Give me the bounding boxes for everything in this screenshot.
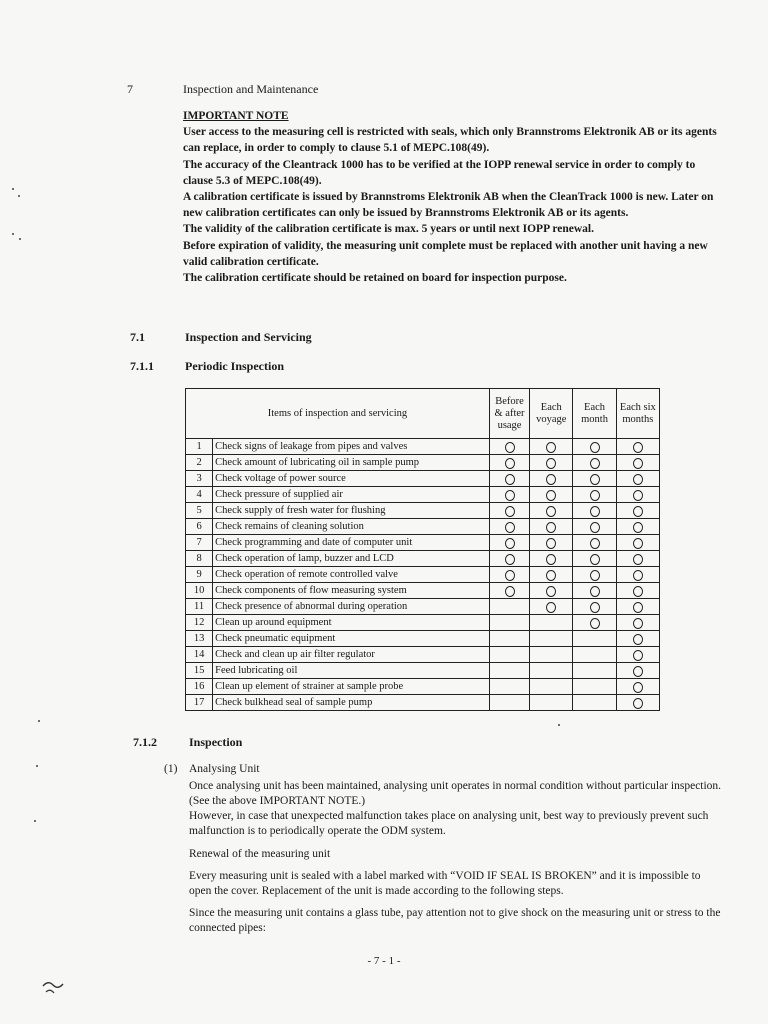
row-item-text: Check supply of fresh water for flushing [213,503,490,519]
mark-cell [616,535,659,551]
mark-cell [530,647,573,663]
table-row [186,631,660,647]
circle-mark-icon [546,458,556,469]
row-item-text: Clean up around equipment [213,615,490,631]
circle-mark-icon [546,570,556,581]
analysing-paragraph-2: However, in case that unexpected malfunction takes place on analysing unit, best way to previously prevent such malfunction is to periodically operate the ODM system. [189,810,709,837]
table-row [186,663,660,679]
row-item-text: Check components of flow measuring system [213,583,490,599]
circle-mark-icon [505,442,515,453]
circle-mark-icon [590,522,600,533]
circle-mark-icon [590,490,600,501]
table-row [186,503,660,519]
mark-cell [616,631,659,647]
row-number: 12 [186,615,213,631]
mark-cell [573,567,616,583]
mark-cell [573,647,616,663]
circle-mark-icon [505,570,515,581]
analysing-unit-label: (1) [164,763,178,775]
circle-mark-icon [590,618,600,629]
mark-cell [616,567,659,583]
circle-mark-icon [633,682,643,693]
scan-speck [19,238,21,240]
circle-mark-icon [590,602,600,613]
mark-cell [573,663,616,679]
table-row [186,599,660,615]
mark-cell [573,583,616,599]
scan-speck [12,188,14,190]
circle-mark-icon [633,538,643,549]
mark-cell [616,663,659,679]
mark-cell [530,631,573,647]
circle-mark-icon [546,586,556,597]
circle-mark-icon [546,602,556,613]
mark-cell [489,503,529,519]
table-body [186,439,660,711]
row-item-text: Check and clean up air filter regulator [213,647,490,663]
row-number: 13 [186,631,213,647]
analysing-paragraph-4: Since the measuring unit contains a glass tube, pay attention not to give shock on the measuring unit or stress to the connected pipes: [189,907,721,934]
row-item-text: Check operation of lamp, buzzer and LCD [213,551,490,567]
row-item-text: Check bulkhead seal of sample pump [213,695,490,711]
circle-mark-icon [633,570,643,581]
circle-mark-icon [590,458,600,469]
mark-cell [489,439,529,455]
circle-mark-icon [505,490,515,501]
row-number: 6 [186,519,213,535]
circle-mark-icon [505,506,515,517]
circle-mark-icon [633,618,643,629]
table-row [186,695,660,711]
mark-cell [616,455,659,471]
important-note-line: The calibration certificate should be retained on board for inspection purpose. [183,272,567,285]
circle-mark-icon [633,650,643,661]
header-before-after-usage: Before & after usage [489,389,529,439]
circle-mark-icon [633,458,643,469]
mark-cell [573,679,616,695]
table-row [186,551,660,567]
important-note-line: A calibration certificate is issued by Brannstroms Elektronik AB when the CleanTrack 1000 is new. Later on new calibration certificates can only be issued by Brannstroms Elektronik AB or its agents. [183,191,714,220]
header-each-voyage: Each voyage [530,389,573,439]
page-number: - 7 - 1 - [367,955,401,967]
mark-cell [530,455,573,471]
row-number: 15 [186,663,213,679]
periodic-inspection-table [185,388,660,711]
circle-mark-icon [505,586,515,597]
mark-cell [530,503,573,519]
mark-cell [573,519,616,535]
mark-cell [573,471,616,487]
circle-mark-icon [590,474,600,485]
circle-mark-icon [546,506,556,517]
mark-cell [530,487,573,503]
analysing-paragraph-3: Every measuring unit is sealed with a label marked with “VOID IF SEAL IS BROKEN” and it is impossible to open the cover. Replacement of the unit is made according to the following steps. [189,870,701,897]
table-row [186,487,660,503]
mark-cell [530,615,573,631]
mark-cell [573,695,616,711]
mark-cell [616,551,659,567]
mark-cell [573,535,616,551]
circle-mark-icon [505,554,515,565]
row-number: 3 [186,471,213,487]
row-number: 9 [186,567,213,583]
mark-cell [573,455,616,471]
mark-cell [489,631,529,647]
mark-cell [489,487,529,503]
important-note-line: User access to the measuring cell is restricted with seals, which only Brannstroms Elektronik AB or its agents can replace, in order to comply to clause 5.1 of MEPC.108(49). [183,126,717,155]
circle-mark-icon [590,442,600,453]
renewal-title: Renewal of the measuring unit [189,848,331,860]
row-number: 4 [186,487,213,503]
mark-cell [530,567,573,583]
row-item-text: Clean up element of strainer at sample probe [213,679,490,695]
important-note-title: IMPORTANT NOTE [183,110,289,122]
section-7-1-number: 7.1 [130,330,145,344]
table-row [186,471,660,487]
circle-mark-icon [633,442,643,453]
mark-cell [573,487,616,503]
row-number: 17 [186,695,213,711]
row-item-text: Check voltage of power source [213,471,490,487]
circle-mark-icon [633,586,643,597]
table-row [186,519,660,535]
row-item-text: Check amount of lubricating oil in sample pump [213,455,490,471]
header-items: Items of inspection and servicing [186,389,490,439]
table-row [186,439,660,455]
mark-cell [489,663,529,679]
section-7-1-2-title: Inspection [189,735,243,749]
mark-cell [573,551,616,567]
row-number: 1 [186,439,213,455]
row-number: 10 [186,583,213,599]
important-note-line: Before expiration of validity, the measuring unit complete must be replaced with another unit having a new valid calibration certificate. [183,239,708,268]
important-note-line: The validity of the calibration certificate is max. 5 years or until next IOPP renewal. [183,223,594,236]
scan-speck [558,724,560,726]
row-item-text: Check signs of leakage from pipes and valves [213,439,490,455]
circle-mark-icon [633,698,643,709]
row-item-text: Check remains of cleaning solution [213,519,490,535]
circle-mark-icon [546,554,556,565]
mark-cell [616,583,659,599]
scan-speck [18,195,20,197]
mark-cell [489,583,529,599]
circle-mark-icon [633,506,643,517]
row-number: 2 [186,455,213,471]
row-number: 14 [186,647,213,663]
scan-mark-icon [40,978,66,1000]
mark-cell [573,631,616,647]
circle-mark-icon [546,522,556,533]
row-number: 8 [186,551,213,567]
scan-speck [34,820,36,822]
header-each-month: Each month [573,389,616,439]
circle-mark-icon [633,634,643,645]
mark-cell [530,551,573,567]
mark-cell [489,695,529,711]
row-item-text: Check programming and date of computer unit [213,535,490,551]
circle-mark-icon [546,442,556,453]
mark-cell [489,599,529,615]
circle-mark-icon [505,458,515,469]
mark-cell [530,583,573,599]
header-each-six-months: Each six months [616,389,659,439]
section-7-title: Inspection and Maintenance [183,82,319,96]
mark-cell [573,503,616,519]
scan-speck [38,720,40,722]
circle-mark-icon [546,538,556,549]
mark-cell [489,615,529,631]
circle-mark-icon [546,474,556,485]
section-7-1-title: Inspection and Servicing [185,330,312,344]
mark-cell [616,647,659,663]
mark-cell [616,471,659,487]
mark-cell [573,615,616,631]
circle-mark-icon [590,506,600,517]
circle-mark-icon [590,586,600,597]
mark-cell [530,695,573,711]
mark-cell [616,679,659,695]
circle-mark-icon [633,666,643,677]
mark-cell [616,519,659,535]
mark-cell [530,679,573,695]
mark-cell [616,487,659,503]
circle-mark-icon [633,554,643,565]
section-7-1-1-number: 7.1.1 [130,359,154,373]
mark-cell [573,599,616,615]
circle-mark-icon [633,602,643,613]
table-row [186,647,660,663]
circle-mark-icon [590,538,600,549]
table-row [186,615,660,631]
mark-cell [530,439,573,455]
row-number: 16 [186,679,213,695]
mark-cell [530,519,573,535]
row-number: 5 [186,503,213,519]
mark-cell [573,439,616,455]
section-7-1-1-title: Periodic Inspection [185,359,284,373]
mark-cell [616,615,659,631]
section-7-1-2-number: 7.1.2 [133,735,157,749]
important-note [183,108,723,286]
table-row [186,455,660,471]
circle-mark-icon [633,522,643,533]
mark-cell [530,599,573,615]
row-number: 11 [186,599,213,615]
circle-mark-icon [505,522,515,533]
scan-speck [12,233,14,235]
mark-cell [530,663,573,679]
circle-mark-icon [633,474,643,485]
mark-cell [489,647,529,663]
table-row [186,679,660,695]
row-item-text: Check pressure of supplied air [213,487,490,503]
circle-mark-icon [505,474,515,485]
analysing-paragraph-1: Once analysing unit has been maintained, analysing unit operates in normal condition without particular inspection. (See the above IMPORTANT NOTE.) [189,780,722,807]
circle-mark-icon [546,490,556,501]
important-note-line: The accuracy of the Cleantrack 1000 has to be verified at the IOPP renewal service in order to comply to clause 5.3 of MEPC.108(49). [183,158,696,187]
mark-cell [489,551,529,567]
mark-cell [489,679,529,695]
scan-speck [36,765,38,767]
mark-cell [489,455,529,471]
circle-mark-icon [505,538,515,549]
circle-mark-icon [590,570,600,581]
row-item-text: Check operation of remote controlled valve [213,567,490,583]
table-row [186,535,660,551]
mark-cell [616,599,659,615]
mark-cell [616,439,659,455]
row-item-text: Check presence of abnormal during operation [213,599,490,615]
circle-mark-icon [633,490,643,501]
analysing-unit-title: Analysing Unit [189,763,260,775]
circle-mark-icon [590,554,600,565]
section-7-number: 7 [127,82,133,96]
mark-cell [489,471,529,487]
mark-cell [616,503,659,519]
row-number: 7 [186,535,213,551]
mark-cell [489,535,529,551]
mark-cell [530,471,573,487]
mark-cell [530,535,573,551]
mark-cell [616,695,659,711]
table-row [186,567,660,583]
row-item-text: Check pneumatic equipment [213,631,490,647]
mark-cell [489,567,529,583]
mark-cell [489,519,529,535]
table-row [186,583,660,599]
row-item-text: Feed lubricating oil [213,663,490,679]
